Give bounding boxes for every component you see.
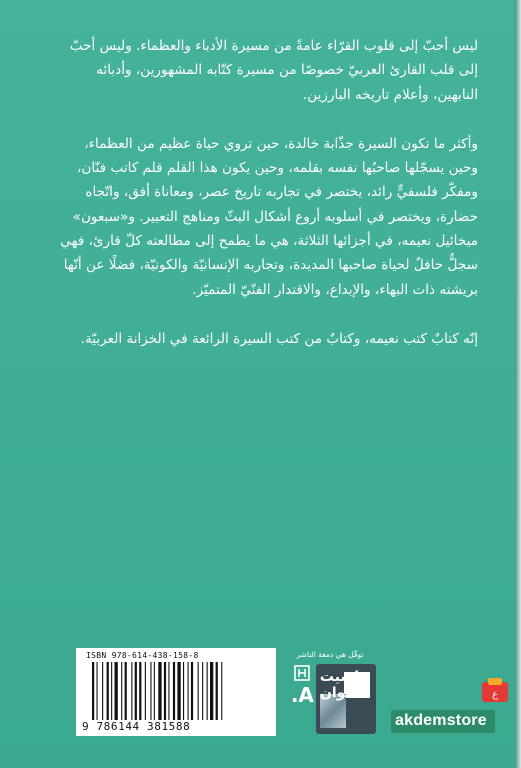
publisher-name-line-2: أنطوان <box>319 685 370 701</box>
svg-text:ع: ع <box>492 689 498 700</box>
publisher-mark-letter: A. <box>290 683 314 707</box>
publisher-tagline: توقّل هي دمغة الناشر <box>296 650 364 659</box>
page-edge <box>515 0 521 768</box>
hachette-mark-icon <box>294 665 310 681</box>
isbn-label: ISBN 978-614-438-158-8 <box>86 651 199 660</box>
back-cover-blurb <box>52 34 478 351</box>
publisher-name-line-1: هاشيت <box>319 669 370 685</box>
blurb-paragraph-3: إنّه كتابٌ كتب نعيمه، وكتابٌ من كتب السيرة الرائعة في الخزانة العربيّة. <box>80 330 478 347</box>
barcode-digits: 9 786144 381588 <box>82 720 191 733</box>
store-name: akdemstore <box>391 710 495 733</box>
barcode-bars <box>92 662 270 720</box>
store-watermark <box>391 706 495 736</box>
publisher-logo <box>280 650 380 730</box>
isbn-barcode <box>76 648 276 736</box>
blurb-paragraph-2: وأكثر ما تكون السيرة جذّابة خالدة، حين تروي حياة عظيم من العظماء، وحين يسجّلها صاحبُها نفسه بقلمه، وحين يكون هذا القلم قلم كاتب فنّان، ومفكّر فلسفيٍّ رائد، يختصر في تجاربه تاريخ عصر، ومعاناة أفق، واتّجاه حضارة، ويختصر في أسلوبه أروع أشكال البثّ ومناهج التعبير. و«سبعون» ميخائيل نعيمه، في أجزائها الثلاثة، هي ما يطمح إلى مطالعته كلّ قارئ، فهي سجلٌّ حافلٌ لحياة صاحبها المديدة، وتجاربه الإنسانيّة والكونيّة، فضلًا عن أنّها بريشته ذات البهاء، والإبداع، والاقتدار الفنّيّ المتميّز. <box>60 135 478 298</box>
blurb-paragraph-1: ليس أحبّ إلى قلوب القرّاء عامةً من مسيرة الأدباء والعظماء. وليس أحبّ إلى قلب القارئ العربيّ خصوصًا من مسيرة كتّابه المشهورين، وأدبائه النابهين، وأعلام تاريخه البارزين. <box>69 38 478 103</box>
store-bag-icon <box>480 678 510 704</box>
